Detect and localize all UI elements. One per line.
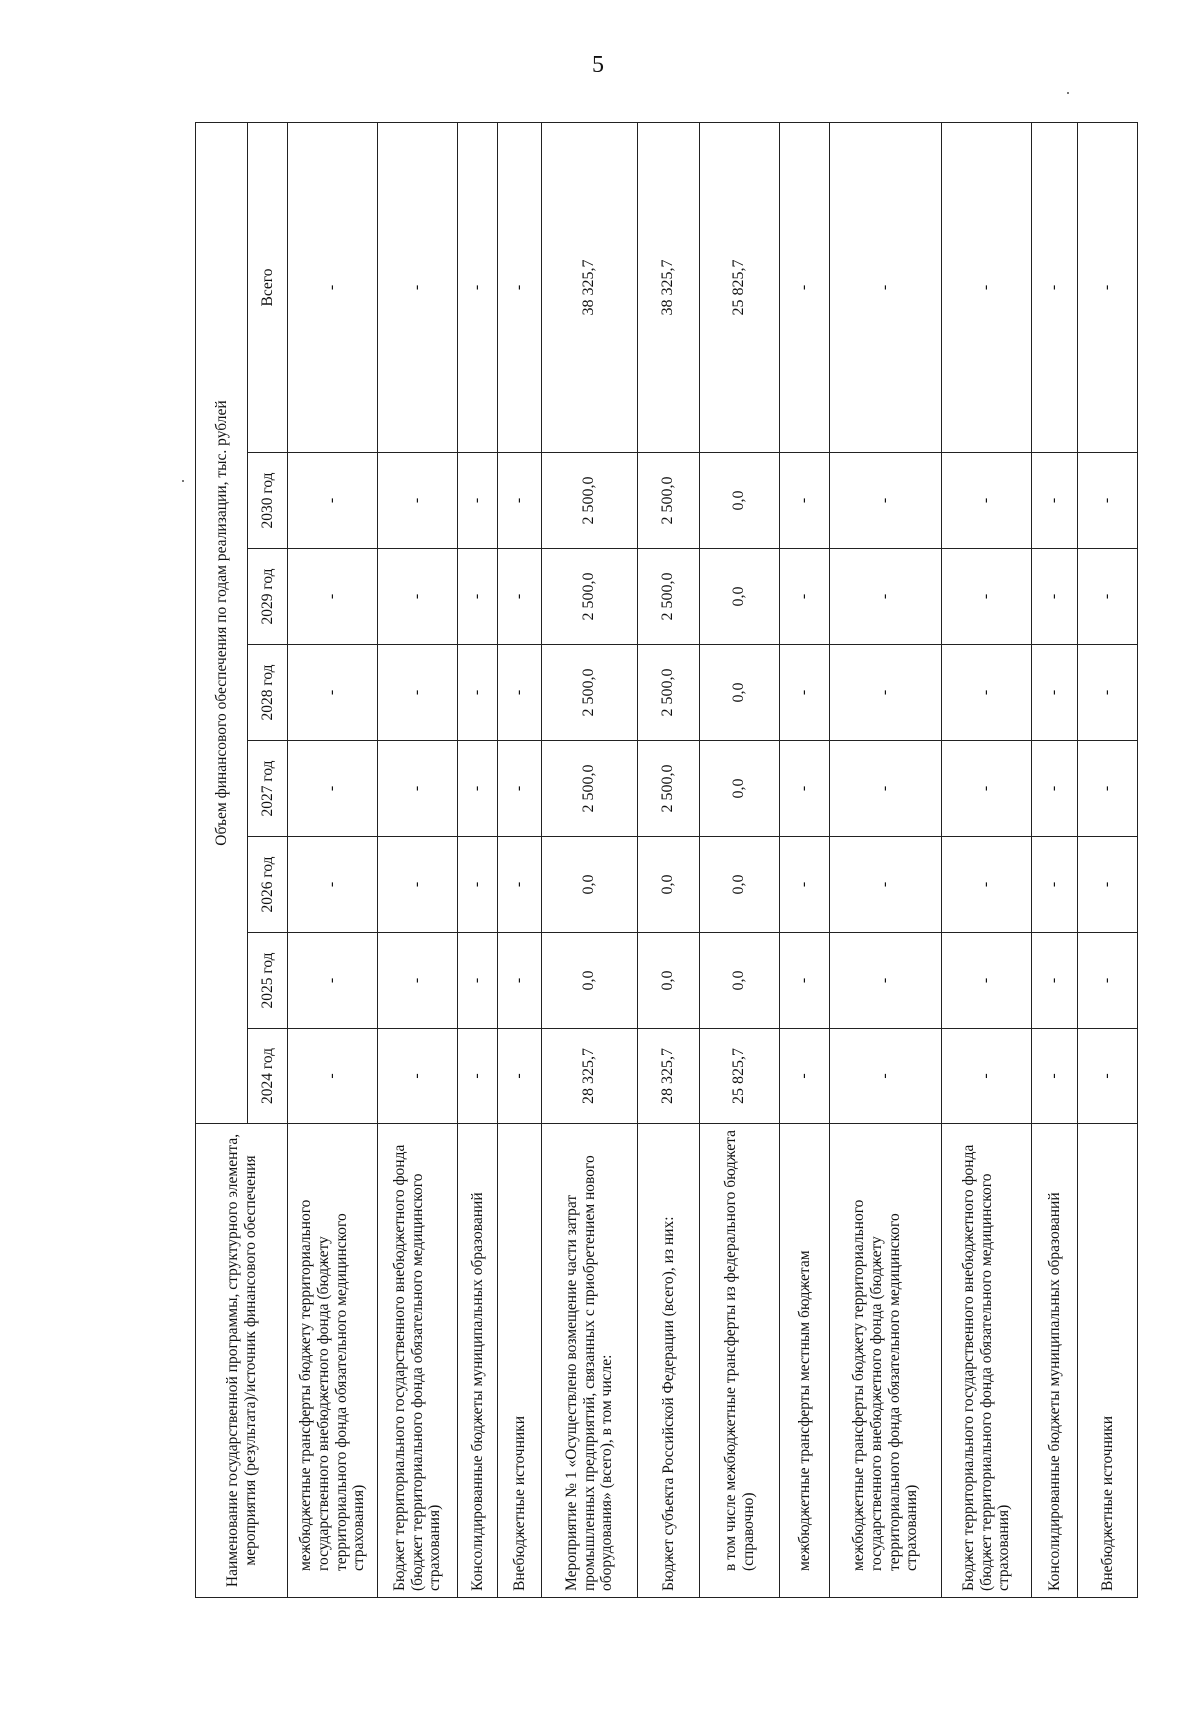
row-year-value: - <box>780 933 830 1029</box>
table-row <box>830 123 942 1598</box>
row-year-value: 2 500,0 <box>638 741 700 837</box>
row-year-value: - <box>498 549 542 645</box>
row-year-value: 2 500,0 <box>542 741 638 837</box>
row-year-value: - <box>1078 933 1138 1029</box>
row-year-value: - <box>780 741 830 837</box>
row-year-value: - <box>830 549 942 645</box>
row-year-value: - <box>1032 837 1078 933</box>
row-year-value: - <box>780 453 830 549</box>
row-year-value: 25 825,7 <box>700 1029 780 1124</box>
row-year-value: - <box>830 933 942 1029</box>
row-label: Внебюджетные источники <box>1078 1124 1138 1598</box>
table-row <box>700 123 780 1598</box>
row-year-value: - <box>1032 933 1078 1029</box>
row-year-value: - <box>458 1029 498 1124</box>
row-year-value: - <box>458 837 498 933</box>
row-year-value: - <box>288 453 378 549</box>
row-year-value: - <box>288 837 378 933</box>
row-year-value: 0,0 <box>700 645 780 741</box>
row-total-value: - <box>1078 123 1138 453</box>
row-label: Бюджет субъекта Российской Федерации (всего), из них: <box>638 1124 700 1598</box>
table-row <box>780 123 830 1598</box>
row-year-value: - <box>942 549 1032 645</box>
row-total-value: - <box>780 123 830 453</box>
table-row <box>498 123 542 1598</box>
row-year-value: - <box>780 1029 830 1124</box>
row-label: Бюджет территориального государственного внебюджетного фонда (бюджет территориального фонда обязательного медицинского страхования) <box>378 1124 458 1598</box>
row-total-value: - <box>830 123 942 453</box>
row-total-value: - <box>378 123 458 453</box>
row-total-value: - <box>288 123 378 453</box>
row-year-value: - <box>288 1029 378 1124</box>
row-year-value: - <box>830 645 942 741</box>
row-year-value: - <box>378 933 458 1029</box>
page-number: 5 <box>592 52 604 78</box>
header-year: 2028 год <box>248 645 288 741</box>
row-year-value: 2 500,0 <box>638 549 700 645</box>
row-year-value: 0,0 <box>638 837 700 933</box>
row-year-value: 28 325,7 <box>638 1029 700 1124</box>
row-year-value: - <box>1032 549 1078 645</box>
row-year-value: - <box>1032 741 1078 837</box>
row-year-value: - <box>942 1029 1032 1124</box>
row-year-value: - <box>498 645 542 741</box>
row-total-value: - <box>498 123 542 453</box>
table-row <box>378 123 458 1598</box>
table-row <box>638 123 700 1598</box>
header-year: 2029 год <box>248 549 288 645</box>
rotated-table-wrapper <box>195 123 1116 1598</box>
row-year-value: - <box>942 933 1032 1029</box>
row-year-value: - <box>830 1029 942 1124</box>
header-year: 2030 год <box>248 453 288 549</box>
row-year-value: - <box>458 933 498 1029</box>
row-year-value: - <box>942 453 1032 549</box>
row-year-value: - <box>378 1029 458 1124</box>
row-label: Внебюджетные источники <box>498 1124 542 1598</box>
row-year-value: 0,0 <box>542 837 638 933</box>
row-year-value: 2 500,0 <box>638 645 700 741</box>
row-year-value: - <box>1032 645 1078 741</box>
row-year-value: 0,0 <box>700 837 780 933</box>
row-year-value: - <box>288 645 378 741</box>
row-year-value: - <box>780 837 830 933</box>
row-year-value: - <box>498 837 542 933</box>
row-year-value: 2 500,0 <box>638 453 700 549</box>
row-year-value: 0,0 <box>638 933 700 1029</box>
table-row <box>458 123 498 1598</box>
row-label: межбюджетные трансферты местным бюджетам <box>780 1124 830 1598</box>
row-year-value: - <box>1078 1029 1138 1124</box>
header-financing-group: Объем финансового обеспечения по годам реализации, тыс. рублей <box>196 123 248 1124</box>
row-total-value: - <box>458 123 498 453</box>
row-label: в том числе межбюджетные трансферты из федерального бюджета (справочно) <box>700 1124 780 1598</box>
row-year-value: 0,0 <box>542 933 638 1029</box>
row-year-value: 28 325,7 <box>542 1029 638 1124</box>
row-total-value: - <box>1032 123 1078 453</box>
row-total-value: - <box>942 123 1032 453</box>
row-label: Консолидированные бюджеты муниципальных образований <box>458 1124 498 1598</box>
row-label: межбюджетные трансферты бюджету территориального государственного внебюджетного фонда (бюджету территориального фонда обязательного медицинского страхования) <box>288 1124 378 1598</box>
row-year-value: - <box>378 549 458 645</box>
row-year-value: 2 500,0 <box>542 645 638 741</box>
header-name-column: Наименование государственной программы, структурного элемента, мероприятия (результата)/источник финансового обеспечения <box>196 1124 288 1598</box>
row-year-value: - <box>498 741 542 837</box>
table-row <box>288 123 378 1598</box>
row-year-value: - <box>942 741 1032 837</box>
row-year-value: - <box>1032 453 1078 549</box>
row-year-value: - <box>378 453 458 549</box>
row-year-value: - <box>458 549 498 645</box>
table-body <box>288 123 1138 1598</box>
row-year-value: - <box>458 741 498 837</box>
row-label: Мероприятие № 1 «Осуществлено возмещение части затрат промышленных предприятий, связанных с приобретением нового оборудования» (всего), в том числе: <box>542 1124 638 1598</box>
row-year-value: - <box>942 645 1032 741</box>
row-year-value: - <box>780 645 830 741</box>
row-year-value: - <box>498 933 542 1029</box>
row-year-value: - <box>830 453 942 549</box>
row-year-value: - <box>288 741 378 837</box>
row-year-value: - <box>942 837 1032 933</box>
header-year: 2026 год <box>248 837 288 933</box>
financing-table <box>195 122 1138 1598</box>
row-year-value: - <box>830 837 942 933</box>
row-year-value: - <box>378 837 458 933</box>
row-label: межбюджетные трансферты бюджету территориального государственного внебюджетного фонда (бюджету территориального фонда обязательного медицинского страхования) <box>830 1124 942 1598</box>
table-row <box>942 123 1032 1598</box>
row-year-value: 0,0 <box>700 453 780 549</box>
row-year-value: - <box>1078 741 1138 837</box>
row-year-value: - <box>1078 453 1138 549</box>
row-year-value: 0,0 <box>700 549 780 645</box>
table-row <box>1078 123 1138 1598</box>
scan-artifact <box>182 480 184 482</box>
row-label: Консолидированные бюджеты муниципальных образований <box>1032 1124 1078 1598</box>
row-year-value: - <box>1078 549 1138 645</box>
table-row <box>542 123 638 1598</box>
header-year: 2024 год <box>248 1029 288 1124</box>
row-year-value: - <box>1078 837 1138 933</box>
row-year-value: - <box>780 549 830 645</box>
row-year-value: - <box>378 645 458 741</box>
row-year-value: - <box>288 933 378 1029</box>
row-year-value: 2 500,0 <box>542 549 638 645</box>
header-year: 2027 год <box>248 741 288 837</box>
header-total: Всего <box>248 123 288 453</box>
row-year-value: - <box>288 549 378 645</box>
row-year-value: - <box>458 645 498 741</box>
row-year-value: - <box>498 1029 542 1124</box>
header-year: 2025 год <box>248 933 288 1029</box>
row-year-value: 0,0 <box>700 933 780 1029</box>
row-total-value: 25 825,7 <box>700 123 780 453</box>
row-label: Бюджет территориального государственного внебюджетного фонда (бюджет территориального фонда обязательного медицинского страхования) <box>942 1124 1032 1598</box>
row-year-value: - <box>830 741 942 837</box>
row-year-value: - <box>498 453 542 549</box>
table-row <box>1032 123 1078 1598</box>
row-total-value: 38 325,7 <box>638 123 700 453</box>
row-year-value: - <box>1078 645 1138 741</box>
row-year-value: - <box>1032 1029 1078 1124</box>
row-year-value: 2 500,0 <box>542 453 638 549</box>
row-total-value: 38 325,7 <box>542 123 638 453</box>
scan-artifact <box>1067 92 1069 94</box>
row-year-value: - <box>378 741 458 837</box>
row-year-value: - <box>458 453 498 549</box>
row-year-value: 0,0 <box>700 741 780 837</box>
